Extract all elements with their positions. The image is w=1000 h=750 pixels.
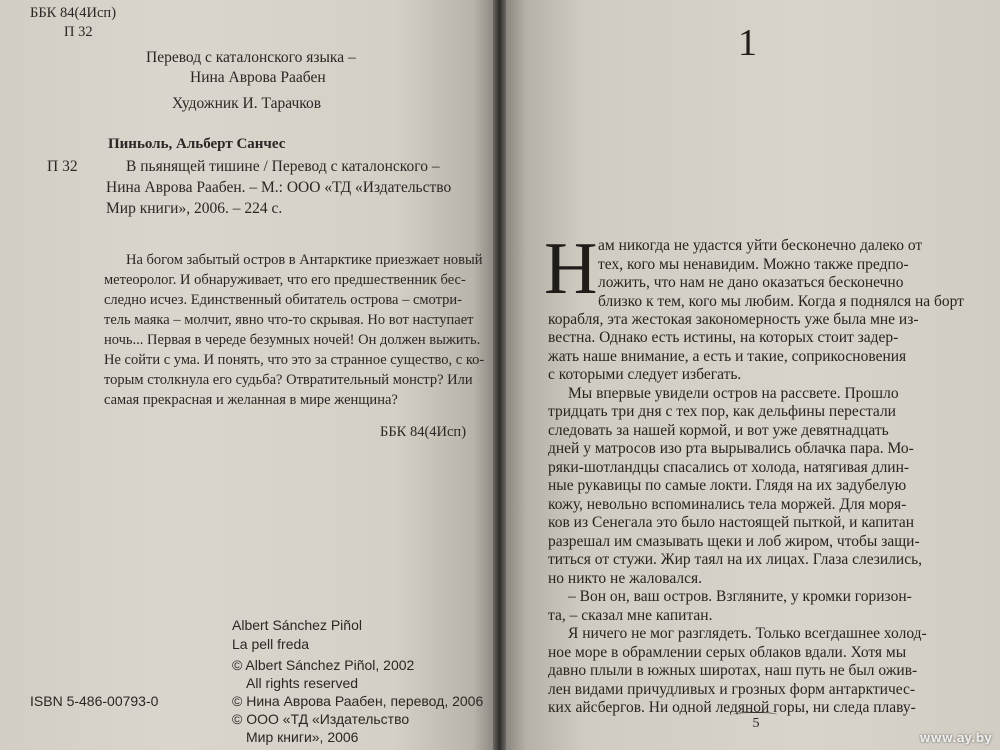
annotation-line: Не сойти с ума. И понять, что это за странное существо, с ко-: [104, 352, 485, 368]
original-title: La pell freda: [232, 636, 310, 652]
text-line: ложить, что нам не дано оказаться бесконечно: [598, 274, 904, 291]
text-line: вестна. Однако есть истины, на которых стоит задер-: [548, 329, 899, 346]
text-line: разрешал им смазывать щеки и лоб жиром, чтобы защи-: [548, 533, 920, 550]
annotation-line: метеоролог. И обнаруживает, что его предшественник бес-: [104, 272, 466, 288]
copyright-line: Мир книги», 2006: [246, 729, 359, 745]
text-line: следовать за нашей кормой, и вот уже девятнадцать: [548, 422, 889, 439]
text-line: Я ничего не мог разглядеть. Только всегдашнее холод-: [568, 625, 927, 642]
isbn: ISBN 5-486-00793-0: [30, 693, 159, 709]
text-line: – Вон он, ваш остров. Взгляните, у кромки горизон-: [568, 588, 912, 605]
illustrator-credit: Художник И. Тарачков: [172, 95, 322, 112]
text-line: титься от стужи. Жир таял на их лицах. Глаза слезились,: [548, 551, 923, 568]
drop-cap: Н: [544, 228, 598, 310]
annotation-line: торым столкнула его судьба? Отвратительный монстр? Или: [104, 372, 473, 388]
watermark: www.ay.by: [919, 731, 992, 745]
text-line: лен видами причудливых и грозных форм антарктичес-: [548, 681, 916, 698]
text-line: ряки-шотландцы спасались от холода, натягивая длин-: [548, 459, 910, 476]
bbk-footer: ББК 84(4Исп): [380, 424, 467, 440]
annotation-line: следно исчез. Единственный обитатель острова – смотри-: [104, 292, 462, 308]
text-line: кожу, невольно вспоминались тела моржей. Для моря-: [548, 496, 907, 513]
translation-credit-line1: Перевод с каталонского языка –: [146, 49, 356, 66]
text-line: ам никогда не удастся уйти бесконечно далеко от: [598, 237, 923, 254]
page-number: 5: [752, 716, 760, 731]
index-header: П 32: [64, 24, 93, 40]
translation-credit-line2: Нина Аврова Раабен: [190, 69, 326, 86]
text-line: ких айсбергов. Ни одной ледяной горы, ни следа плаву-: [548, 699, 916, 716]
text-line: та, – сказал мне капитан.: [548, 607, 713, 624]
chapter-number: 1: [738, 22, 757, 64]
text-line: но никто не жаловался.: [548, 570, 703, 587]
text-line: давно плыли в южных широтах, наш путь не был ожив-: [548, 662, 918, 679]
text-line: тех, кого мы ненавидим. Можно также предпо-: [598, 256, 909, 273]
text-line: близко к тем, кого мы любим. Когда я поднялся на борт: [598, 293, 964, 310]
text-line: дней у матросов изо рта вырывались облачка пара. Мо-: [548, 440, 914, 457]
index-code: П 32: [47, 158, 78, 175]
book-gutter: [493, 0, 506, 750]
annotation-line: На богом забытый остров в Антарктике приезжает новый: [126, 252, 483, 268]
text-line: ков из Сенегала это было настоящей пыткой, и капитан: [548, 514, 915, 531]
annotation-line: тель маяка – молчит, явно что-то скрывая. Но вот наступает: [104, 312, 474, 328]
left-page: [0, 0, 493, 750]
annotation-line: ночь... Первая в череде безумных ночей! Он должен выжить.: [104, 332, 481, 348]
copyright-line: All rights reserved: [246, 675, 359, 691]
copyright-line: © Albert Sánchez Piñol, 2002: [232, 657, 415, 673]
original-author: Albert Sánchez Piñol: [232, 617, 362, 633]
text-line: жать наше внимание, а есть и такие, соприкосновения: [548, 348, 907, 365]
text-line: корабля, эта жестокая закономерность уже была мне из-: [548, 311, 919, 328]
copyright-line: © Нина Аврова Раабен, перевод, 2006: [232, 693, 484, 709]
text-line: ное море в обрамлении серых облаков вдали. Хотя мы: [548, 644, 907, 661]
catalog-line: Мир книги», 2006. – 224 с.: [106, 200, 283, 217]
annotation-line: самая прекрасная и желанная в мире женщина?: [104, 392, 398, 408]
text-line: тридцать три дня с тех пор, как дельфины перестали: [548, 403, 896, 420]
catalog-line: Нина Аврова Раабен. – М.: ООО «ТД «Издательство: [106, 179, 452, 196]
text-line: с которыми следует избегать.: [548, 366, 742, 383]
text-line: ные рукавицы по самые локти. Глядя на их задубелую: [548, 477, 907, 494]
author-heading: Пиньоль, Альберт Санчес: [108, 136, 286, 152]
text-line: Мы впервые увидели остров на рассвете. Прошло: [568, 385, 899, 402]
copyright-line: © ООО «ТД «Издательство: [232, 711, 410, 727]
bbk-header: ББК 84(4Исп): [30, 5, 117, 21]
catalog-line: В пьянящей тишине / Перевод с каталонского –: [126, 158, 440, 175]
